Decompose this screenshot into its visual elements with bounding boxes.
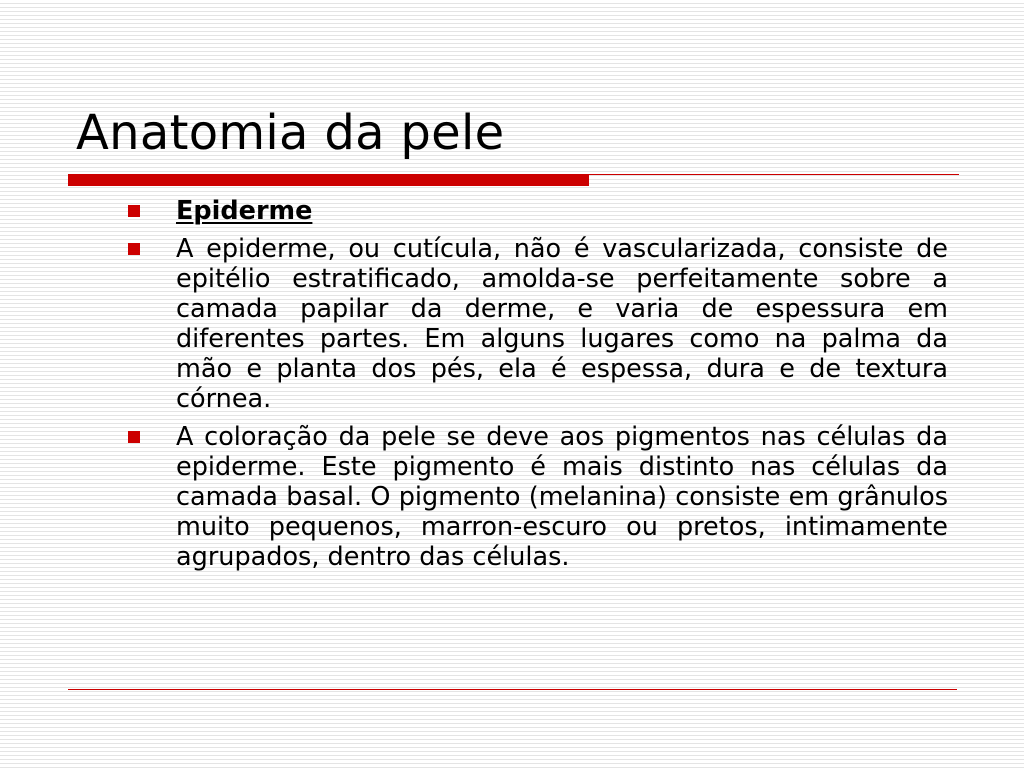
square-bullet-icon [128, 243, 140, 255]
bullet-text: A epiderme, ou cutícula, não é vascularizada, consiste de epitélio estratificado, amolda-se perfeitamente sobre a camada papilar da derme, e varia de espessura em diferentes partes. Em alguns lugares como na palma da mão e planta dos pés, ela é espessa, dura e de textura córnea. [176, 234, 948, 414]
square-bullet-icon [128, 431, 140, 443]
bullet-text: A coloração da pele se deve aos pigmentos nas células da epiderme. Este pigmento é mais distinto nas células da camada basal. O pigmento (melanina) consiste em grânulos muito pequenos, marron-escuro ou pretos, intimamente agrupados, dentro das células. [176, 422, 948, 572]
title-divider-accent [68, 175, 589, 186]
footer-divider [68, 689, 957, 690]
square-bullet-icon [128, 205, 140, 217]
bullet-item-coloracao [126, 422, 948, 572]
bullet-list [126, 196, 948, 580]
slide-title: Anatomia da pele [76, 105, 505, 161]
bullet-heading-text: Epiderme [176, 196, 313, 226]
bullet-item-heading [126, 196, 948, 226]
bullet-item-epiderme [126, 234, 948, 414]
